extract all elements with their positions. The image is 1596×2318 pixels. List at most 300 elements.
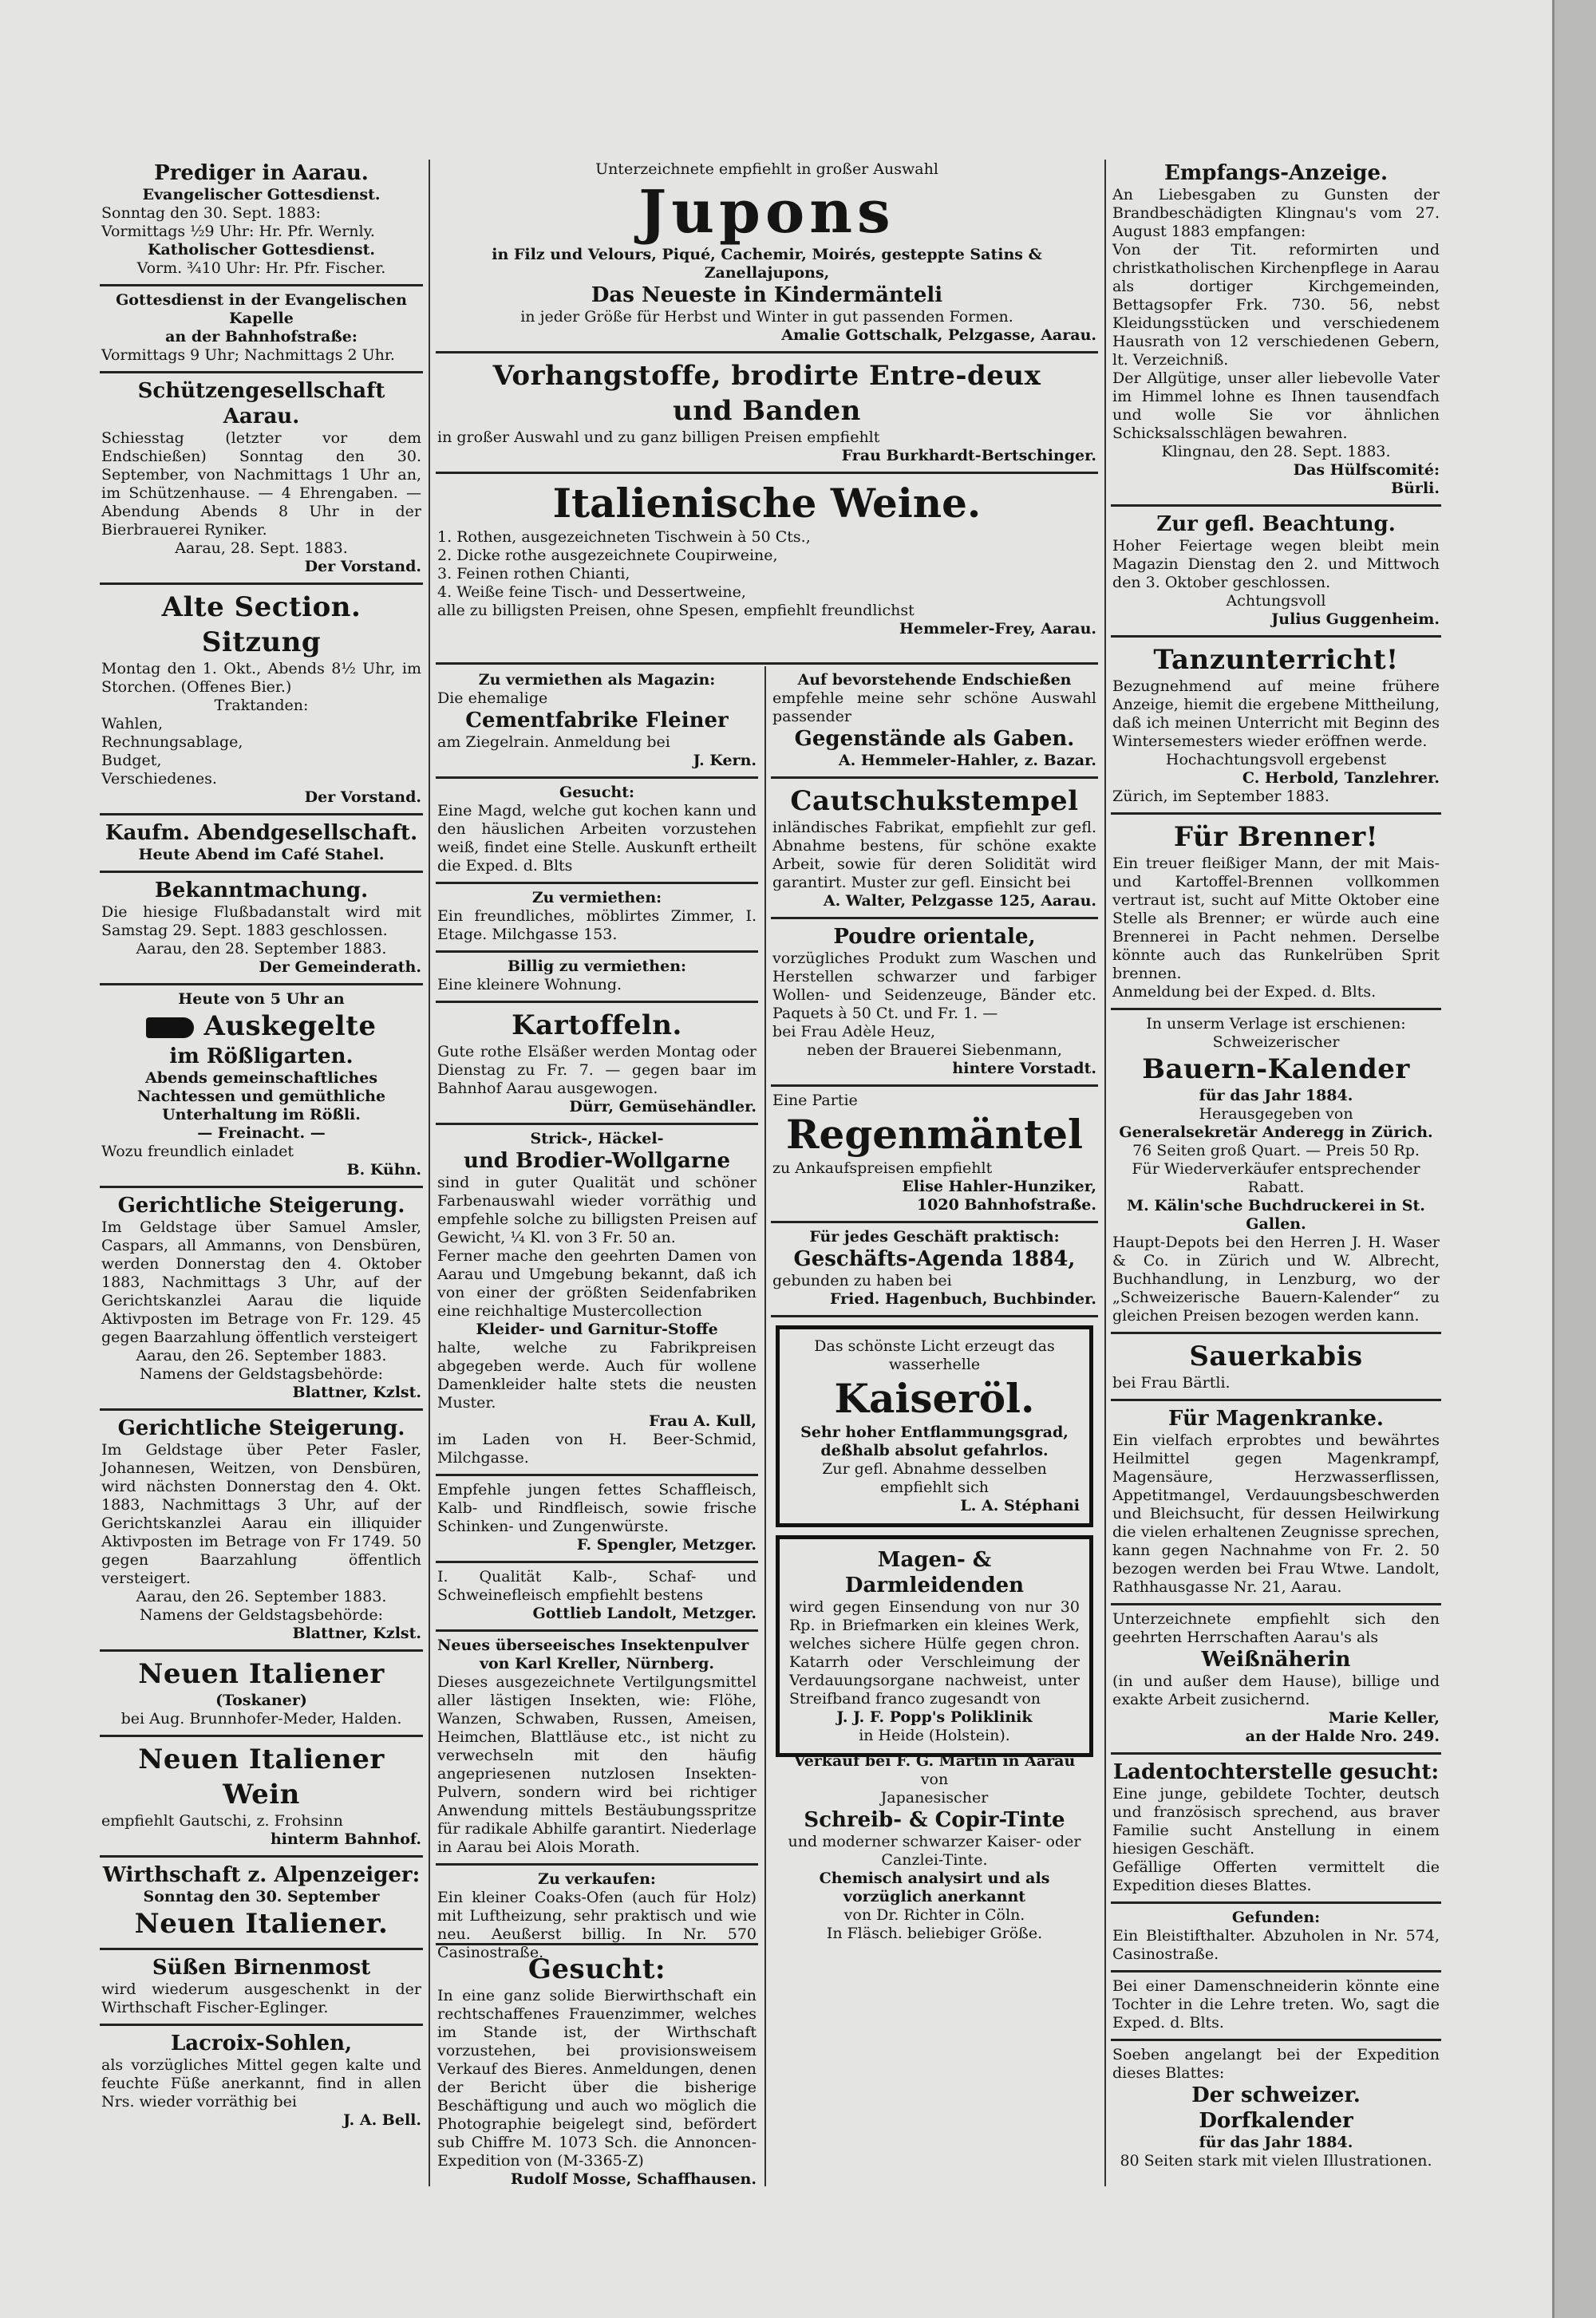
ad-line-text: Verschiedenes. <box>101 770 217 788</box>
ad-line-text: Bekanntmachung. <box>154 879 369 902</box>
ad-text <box>1112 677 1440 751</box>
ad-text <box>1112 1927 1440 1964</box>
ad-text <box>772 689 1096 726</box>
advertisement <box>100 1737 423 1858</box>
ad-text <box>772 1752 1096 1771</box>
ad-text <box>101 1143 421 1161</box>
ad-line-text: Italienische Weine. <box>552 480 982 527</box>
advertisement <box>1111 156 1441 507</box>
ad-line-text: wird wiederum ausgeschenkt in der Wirthschaft Fischer-Eglinger. <box>101 1980 421 2016</box>
ad-line-text: für das Jahr 1884. <box>1199 1087 1353 1104</box>
advertisement <box>771 779 1098 919</box>
ad-text <box>437 689 757 708</box>
ad-line-text: Auf bevorstehende Endschießen <box>797 671 1072 689</box>
left-column <box>100 156 423 2190</box>
ad-text <box>437 976 757 994</box>
ad-text <box>437 1568 757 1605</box>
ad-line-text: Cementfabrike Fleiner <box>465 709 729 733</box>
ad-line-text: Aarau, den 28. September 1883. <box>136 940 387 958</box>
ad-line-text: Rechnungsablage, <box>101 733 243 751</box>
ad-line-text: Gerichtliche Steigerung. <box>117 1194 405 1218</box>
advertisement <box>771 1087 1098 1223</box>
ad-text <box>101 990 421 1009</box>
ad-line-text: Ein kleiner Coaks-Ofen (auch für Holz) mit Luftheizung, sehr praktisch und wie neu. Aeußerst billig. In Nr. 570 Casinostraße. <box>437 1889 757 1961</box>
ad-headline <box>437 1148 757 1174</box>
ad-text <box>101 903 421 940</box>
ad-line-text: 3. Feinen rothen Chianti, <box>437 565 630 582</box>
ad-headline <box>101 1044 421 1069</box>
ad-line-text: Das schönste Licht erzeugt das wasserhelle <box>814 1337 1055 1373</box>
ad-text <box>437 1043 757 1098</box>
ad-text <box>437 160 1096 179</box>
ad-line-text: Gefällige Offerten vermittelt die Expedition dieses Blattes. <box>1112 1858 1440 1894</box>
ad-line-text: 4. Weiße feine Tisch- und Dessertweine, <box>437 583 746 601</box>
advertisement <box>1111 507 1441 638</box>
ad-line-text: Ein treuer fleißiger Mann, der mit Mais- und Kartoffel-Brennen vollkommen vertraut ist, sucht auf Mitte Oktober eine Stelle als Brenner; er würde auch eine Brennerei in Pacht nehmen. Derselbe könnte auch das Runkelrüben Sprit brennen. <box>1112 855 1440 982</box>
ad-line-text: Blattner, Kzlst. <box>292 1384 421 1401</box>
ad-headline <box>1112 1759 1440 1785</box>
ad-text <box>101 429 421 539</box>
ad-text <box>1112 537 1440 592</box>
ad-line-text: Für Brenner! <box>1173 821 1379 853</box>
ad-text <box>1112 1728 1440 1746</box>
ad-headline <box>101 2031 421 2056</box>
ad-text <box>437 907 757 944</box>
ad-text <box>101 558 421 576</box>
advertisement <box>436 156 1098 353</box>
ad-line-text: Tanzunterricht! <box>1153 644 1399 676</box>
ad-text <box>437 1321 757 1339</box>
ad-line-text: Namens der Geldstagsbehörde: <box>139 1606 384 1624</box>
ad-headline <box>101 820 421 846</box>
ad-text <box>789 1424 1080 1460</box>
ad-line-text: Budget, <box>101 752 162 769</box>
advertisement <box>1111 2041 1441 2177</box>
ad-line-text: Die ehemalige <box>437 689 548 707</box>
ad-line-text: Vormittags 9 Uhr; Nachmittags 2 Uhr. <box>101 346 395 364</box>
ad-text <box>437 528 1096 547</box>
advertisement <box>436 779 758 884</box>
ad-line-text: Bezugnehmend auf meine frühere Anzeige, hiemit die ergebene Mittheilung, daß ich meinen Unterricht mit Beginn des Wintersemesters wieder eröffnen werde. <box>1112 677 1440 750</box>
ad-text <box>772 1272 1096 1290</box>
ad-text <box>772 1870 1096 1906</box>
ad-line-text: Elise Hahler-Hunziker, <box>902 1178 1096 1195</box>
column-rule <box>764 666 766 2186</box>
ad-line-text: Fried. Hagenbuch, Buchbinder. <box>830 1290 1096 1308</box>
ad-line-text: hinterm Bahnhof. <box>270 1830 421 1848</box>
ad-text <box>1112 769 1440 788</box>
advertisement <box>100 585 423 815</box>
ad-text <box>101 1888 421 1906</box>
ad-text <box>101 660 421 697</box>
advertisement <box>100 286 423 373</box>
ad-line-text: Traktanden: <box>214 697 309 714</box>
ad-line-text: Neuen Italiener. <box>134 1908 389 1940</box>
ad-line-text: (in und außer dem Hause), billige und exakte Arbeit zusichernd. <box>1112 1672 1440 1708</box>
ad-text <box>1112 241 1440 369</box>
ad-text <box>1112 1015 1440 1033</box>
ad-text <box>101 204 421 223</box>
ad-text <box>437 889 757 907</box>
ad-text <box>1112 2046 1440 2083</box>
ad-headline <box>1112 1339 1440 1374</box>
ad-text <box>437 784 757 802</box>
ad-line-text: 76 Seiten groß Quart. — Preis 50 Rp. <box>1132 1142 1420 1159</box>
advertisement <box>771 919 1098 1087</box>
ad-line-text: Unterzeichnete empfiehlt in großer Auswahl <box>595 160 938 178</box>
advertisement <box>100 1950 423 2026</box>
ad-text <box>437 752 757 770</box>
ad-text <box>437 1339 757 1412</box>
advertisement <box>100 1858 423 1950</box>
ad-text <box>1112 592 1440 610</box>
ad-text <box>789 1598 1080 1708</box>
ad-line-text: sind in guter Qualität und schöner Farbenauswahl wieder vorräthig und empfehle solche zu billigsten Preisen auf Gewicht, ¼ Kl. von 3 Fr. 50 an. <box>437 1174 757 1246</box>
ad-text <box>1112 2152 1440 2170</box>
ad-line-text: Eine junge, gebildete Tochter, deutsch und französisch sprechend, aus braver Familie sucht Anstellung in einem hiesigen Geschäft. <box>1112 1785 1440 1858</box>
ad-line-text: Auskegelte <box>203 1010 377 1042</box>
ad-line-text: empfiehlt Gautschi, z. Frohsinn <box>101 1812 343 1830</box>
ad-line-text: in Heide (Holstein). <box>859 1727 1010 1744</box>
ad-text <box>1112 1087 1440 1105</box>
ad-line-text: bei Frau Bärtli. <box>1112 1374 1231 1392</box>
ad-line-text: Süßen Birnenmost <box>152 1956 371 1980</box>
ad-text <box>772 1041 1096 1060</box>
ad-line-text: hintere Vorstadt. <box>952 1060 1096 1077</box>
ad-headline <box>1112 2083 1440 2134</box>
ad-line-text: Zur gefl. Beachtung. <box>1156 512 1396 536</box>
ad-line-text: Im Geldstage über Peter Fasler, Johannesen, Weitzen, von Densbüren, wird nächsten Donnerstag den 4. Okt. 1883, Nachmittags 3 Uhr, auf der Gerichtskanzlei Aarau ein illiquider Aktivposten im Betrage von Fr 1749. 50 gegen Baarzahlung öffentlich versteigert. <box>101 1441 421 1587</box>
ad-text <box>437 1431 757 1467</box>
ad-line-text: Bauern-Kalender <box>1142 1053 1410 1085</box>
ad-line-text: Der Vorstand. <box>304 788 421 806</box>
ad-line-text: Gegenstände als Gaben. <box>794 727 1075 751</box>
ad-text <box>101 846 421 864</box>
ad-line-text: Achtungsvoll <box>1226 592 1326 610</box>
ad-text <box>1112 1977 1440 2032</box>
ad-headline <box>101 378 421 429</box>
ad-line-text: Für Magenkranke. <box>1168 1407 1384 1431</box>
ad-text <box>1112 1785 1440 1858</box>
ad-text <box>101 788 421 807</box>
ad-text <box>1112 369 1440 443</box>
ad-text <box>789 1497 1080 1515</box>
advertisement <box>436 474 1098 645</box>
ad-text <box>101 1812 421 1830</box>
ad-line-text: Alte Section. <box>161 591 361 623</box>
ad-text <box>1112 788 1440 806</box>
ad-text <box>437 1130 757 1148</box>
ad-headline <box>101 1906 421 1941</box>
ad-line-text: Für jedes Geschäft praktisch: <box>809 1228 1060 1246</box>
ad-text <box>101 241 421 259</box>
ad-line-text: Eine Partie <box>772 1092 858 1109</box>
advertisement <box>1111 1972 1441 2041</box>
ad-text <box>772 1290 1096 1309</box>
ad-text <box>437 671 757 689</box>
advertisement <box>1111 1401 1441 1605</box>
ad-headline <box>772 726 1096 752</box>
advertisement <box>436 953 758 1003</box>
ad-line-text: In eine ganz solide Bierwirthschaft ein rechtschaffenes Frauenzimmer, welches im Stande ist, der Wirthschaft vorzustehen, bei provisionsweisem Verkauf des Bieres. Anmeldungen, denen der Bericht über die bisherige Beschäftigung und auch wo möglich die Photographie beigelegt sind, befördert sub Chiffre M. 1073 Sch. die Annoncen-Expedition von (M-3365-Z) <box>437 1987 757 2170</box>
ad-text <box>101 1347 421 1365</box>
ad-text <box>437 1987 757 2170</box>
ad-line-text: Herausgegeben von <box>1199 1105 1353 1123</box>
advertisement <box>1111 815 1441 1010</box>
ad-text <box>789 1727 1080 1745</box>
ad-line-text: am Ziegelrain. Anmeldung bei <box>437 733 670 751</box>
ad-line-text: Prediger in Aarau. <box>154 161 369 185</box>
ad-text <box>101 1830 421 1849</box>
ad-line-text: Verkauf bei F. G. Martin in Aarau <box>793 1752 1076 1770</box>
ad-text <box>1112 1197 1440 1234</box>
advertisement <box>1111 1904 1441 1972</box>
ad-text <box>772 671 1096 689</box>
ad-headline <box>1112 642 1440 677</box>
ad-line-text: Billig zu vermiethen: <box>507 958 687 975</box>
ad-line-text: im Laden von H. Beer-Schmid, Milchgasse. <box>437 1431 757 1467</box>
ad-text <box>1112 1431 1440 1597</box>
ad-line-text: Sauerkabis <box>1189 1341 1363 1372</box>
ad-text <box>437 1247 757 1321</box>
ad-headline <box>101 1955 421 1980</box>
ad-text <box>772 1178 1096 1196</box>
ad-text <box>101 752 421 770</box>
ad-text <box>101 733 421 752</box>
middle-bottom-right <box>771 1747 1098 2190</box>
advertisement <box>100 873 423 985</box>
ad-text <box>101 1124 421 1143</box>
ad-headline <box>101 1193 421 1218</box>
ad-line-text: F. Spengler, Metzger. <box>576 1536 757 1554</box>
advertisement <box>1111 638 1441 815</box>
advertisement <box>771 1223 1098 1317</box>
ad-text <box>101 346 421 365</box>
ad-line-text: J. J. F. Popp's Poliklinik <box>836 1708 1033 1726</box>
ad-line-text: Heute von 5 Uhr an <box>178 990 345 1008</box>
ad-line-text: Frau Burkhardt-Bertschinger. <box>841 447 1096 464</box>
ad-line-text: Jupons <box>638 178 895 247</box>
ad-line-text: Gesucht: <box>527 1953 666 1985</box>
ad-headline <box>437 1952 757 1987</box>
ad-text <box>101 1161 421 1179</box>
ad-text <box>101 770 421 788</box>
ad-line-text: Gottesdienst in der Evangelischen Kapelle <box>116 291 407 327</box>
ad-line-text: Zürich, im September 1883. <box>1112 788 1329 805</box>
ad-text <box>772 1228 1096 1246</box>
ad-text <box>1112 983 1440 1001</box>
ad-headline <box>101 1009 421 1044</box>
ad-text <box>101 1069 421 1124</box>
ad-line-text: Aarau, den 26. September 1883. <box>136 1347 387 1364</box>
ad-line-text: Das Hülfscomité: <box>1293 461 1440 479</box>
advertisement <box>436 1476 758 1563</box>
ad-line-text: von Karl Kreller, Nürnberg. <box>479 1655 715 1672</box>
ad-text <box>101 1692 421 1710</box>
advertisement <box>100 985 423 1188</box>
ad-headline <box>101 1862 421 1888</box>
ad-line-text: (Toskaner) <box>215 1692 307 1709</box>
ad-line-text: Montag den 1. Okt., Abends 8½ Uhr, im Storchen. (Offenes Bier.) <box>101 660 421 696</box>
ad-text <box>789 1708 1080 1727</box>
ad-text <box>437 1673 757 1857</box>
ad-line-text: Generalsekretär Anderegg in Zürich. <box>1119 1123 1433 1141</box>
ad-headline <box>1112 511 1440 537</box>
ad-headline <box>789 1547 1080 1598</box>
ad-line-text: vorzügliches Produkt zum Waschen und Herstellen schwarzer und farbiger Wollen- und Seidenzeuge, Bänder etc. Paquets à 50 Ct. und Fr. 1. — <box>772 950 1096 1022</box>
ad-headline <box>772 1807 1096 1833</box>
ad-line-text: Blattner, Kzlst. <box>292 1625 421 1642</box>
ad-text <box>101 259 421 278</box>
ad-line-text: von <box>920 1771 949 1788</box>
ad-line-text: Soeben angelangt bei der Expedition dieses Blattes: <box>1112 2046 1440 2082</box>
page-edge <box>1552 0 1596 2318</box>
ad-text <box>1112 1142 1440 1160</box>
ad-line-text: Gottlieb Landolt, Metzger. <box>532 1605 757 1622</box>
ad-line-text: J. A. Bell. <box>343 2111 421 2129</box>
middle-right-column <box>771 666 1098 1743</box>
ad-text <box>101 697 421 715</box>
advertisement <box>436 1125 758 1476</box>
ad-line-text: In Fläsch. beliebiger Größe. <box>826 1925 1043 1942</box>
ad-text <box>437 602 1096 620</box>
ad-line-text: Aarau, 28. Sept. 1883. <box>175 539 348 557</box>
ad-line-text: Neuen Italiener Wein <box>138 1743 385 1811</box>
ad-text <box>772 1771 1096 1789</box>
advertisement <box>776 1535 1093 1757</box>
ad-line-text: Magen- & Darmleidenden <box>844 1548 1025 1597</box>
ad-line-text: Kartoffeln. <box>512 1009 682 1041</box>
ad-line-text: Kaiseröl. <box>834 1375 1035 1422</box>
ad-text <box>1112 1033 1440 1052</box>
advertisement <box>436 884 758 953</box>
ad-text <box>1112 1105 1440 1123</box>
advertisement <box>776 1325 1093 1527</box>
ad-line-text: in großer Auswahl und zu ganz billigen Preisen empfiehlt <box>437 428 880 446</box>
advertisement <box>100 2026 423 2136</box>
ad-text <box>101 1365 421 1384</box>
ad-text <box>1112 186 1440 241</box>
ad-line-text: Weißnäherin <box>1201 1648 1351 1672</box>
ad-line-text: an der Halde Nro. 249. <box>1245 1728 1440 1745</box>
ad-line-text: 80 Seiten stark mit vielen Illustrationen. <box>1120 2152 1432 2170</box>
ad-text <box>772 892 1096 910</box>
ad-headline <box>1112 160 1440 186</box>
ad-line-text: Wirthschaft z. Alpenzeiger: <box>102 1863 421 1887</box>
ad-headline <box>101 1742 421 1812</box>
ad-line-text: Schützengesellschaft Aarau. <box>137 379 385 428</box>
ad-line-text: bei Aug. Brunnhofer-Meder, Halden. <box>120 1710 402 1728</box>
ad-text <box>772 1833 1096 1870</box>
ad-line-text: Sehr hoher Entflammungsgrad, deßhalb absolut gefahrlos. <box>800 1424 1069 1459</box>
ad-line-text: Wozu freundlich einladet <box>101 1143 294 1160</box>
ad-line-text: Hochachtungsvoll ergebenst <box>1165 751 1387 768</box>
ad-line-text: zu Ankaufspreisen empfiehlt <box>772 1159 993 1177</box>
ad-text <box>1112 1672 1440 1709</box>
ad-line-text: als vorzügliches Mittel gegen kalte und feuchte Füße anerkannt, find in allen Nrs. wieder vorräthig bei <box>101 2056 421 2111</box>
ad-line-text: Ein Bleistifthalter. Abzuholen in Nr. 574, Casinostraße. <box>1112 1927 1440 1963</box>
ad-line-text: Sonntag den 30. Sept. 1883: <box>101 204 321 222</box>
ad-line-text: Namens der Geldstagsbehörde: <box>139 1365 384 1383</box>
ad-line-text: Zu vermiethen: <box>531 889 662 906</box>
right-column <box>1111 156 1441 2190</box>
advertisement <box>436 1632 758 1866</box>
advertisement <box>100 156 423 286</box>
ad-line-text: Anmeldung bei der Exped. d. Blts. <box>1112 983 1377 1001</box>
ad-headline <box>101 1657 421 1692</box>
ad-line-text: 2. Dicke rothe ausgezeichnete Coupirweine, <box>437 547 778 564</box>
ad-line-text: Poudre orientale, <box>833 925 1036 949</box>
ad-line-text: A. Walter, Pelzgasse 125, Aarau. <box>823 892 1096 910</box>
ad-text <box>772 1060 1096 1078</box>
ad-text <box>1112 1709 1440 1728</box>
ad-headline <box>437 1008 757 1043</box>
ad-text <box>1112 610 1440 629</box>
ad-text <box>437 802 757 875</box>
ad-headline <box>1112 1052 1440 1087</box>
ad-text <box>1112 1123 1440 1142</box>
ad-line-text: und moderner schwarzer Kaiser- oder Canzlei-Tinte. <box>788 1833 1081 1869</box>
ad-text <box>772 752 1096 770</box>
ad-line-text: Katholischer Gottesdienst. <box>147 241 376 259</box>
ad-line-text: Japanesischer <box>880 1789 989 1807</box>
ad-text <box>101 223 421 241</box>
ad-text <box>789 1337 1080 1374</box>
ad-line-text: inländisches Fabrikat, empfiehlt zur gefl. Abnahme bestens, für schöne exakte Arbeit, sowie für deren Solidität wird garantirt. Muster zur gefl. Einsicht bei <box>772 819 1096 891</box>
ad-text <box>1112 855 1440 983</box>
ad-line-text: Amalie Gottschalk, Pelzgasse, Aarau. <box>781 326 1096 344</box>
advertisement <box>100 373 423 585</box>
ad-line-text: im Rößligarten. <box>169 1044 354 1068</box>
ad-line-text: Dieses ausgezeichnete Vertilgungsmittel aller lästigen Insekten, wie: Flöhe, Wanzen, Schwaben, Russen, Ameisen, Heimchen, Blattläuse etc., ist nicht zu verwechseln mit den häufig angepriesenen nutzlosen Insekten-Pulvern, sondern wird bei richtiger Anwendung mittels Bestäubungsspritze für radikale Abhilfe garantirt. Niederlage in Aarau bei Alois Morath. <box>437 1673 757 1856</box>
ad-line-text: Ferner mache den geehrten Damen von Aarau und Umgebung bekannt, daß ich von einer der größten Seidenfabriken eine reichhaltige Mustercollection <box>437 1247 757 1320</box>
ad-line-text: I. Qualität Kalb-, Schaf- und Schweinefleisch empfiehlt bestens <box>437 1568 757 1604</box>
ad-line-text: Von der Tit. reformirten und christkatholischen Kirchenpflege in Aarau als dortiger Kirchgemeinden, Bettagsopfer Frk. 730. 56, nebst Kleidungsstücken und verschiedenem Hausrath von 12 verschiedenen Gebern, lt. Verzeichniß. <box>1112 241 1440 369</box>
ad-line-text: Empfehle jungen fettes Schaffleisch, Kalb- und Rindfleisch, sowie frische Schinken- und Zungenwürste. <box>437 1481 757 1535</box>
ad-line-text: Zu verkaufen: <box>538 1870 656 1888</box>
ad-line-text: Empfangs-Anzeige. <box>1163 161 1389 185</box>
ad-text <box>101 715 421 733</box>
ad-headline <box>772 1246 1096 1272</box>
ad-line-text: Heute Abend im Café Stahel. <box>138 846 385 863</box>
ad-text <box>1112 1374 1440 1392</box>
ad-text <box>101 1218 421 1347</box>
ad-line-text: Gefunden: <box>1231 1909 1321 1926</box>
ad-text <box>101 1625 421 1643</box>
ad-text <box>1112 1610 1440 1647</box>
ad-line-text: Julius Guggenheim. <box>1271 610 1440 628</box>
ad-line-text: Haupt-Depots bei den Herren J. H. Waser & Co. in Zürich und W. Albrecht, Buchhandlung, in Lenzburg, wo der „Schweizerische Bauern-Kalender“ zu gleichen Preisen bezogen werden kann. <box>1112 1234 1440 1325</box>
ad-text <box>1112 443 1440 461</box>
ad-headline <box>437 282 1096 308</box>
ad-line-text: gebunden zu haben bei <box>772 1272 952 1289</box>
ad-headline <box>101 878 421 903</box>
ad-headline <box>437 393 1096 428</box>
ad-line-text: Marie Keller, <box>1328 1709 1440 1727</box>
ad-line-text: — Freinacht. — <box>197 1124 326 1142</box>
ad-line-text: Der schweizer. Dorfkalender <box>1191 2083 1361 2133</box>
ad-line-text: Schweizerischer <box>1212 1033 1340 1051</box>
ad-line-text: Schreib- & Copir-Tinte <box>804 1808 1065 1832</box>
ad-line-text: Eine Magd, welche gut kochen kann und den häuslichen Arbeiten vorzustehen weiß, findet eine Stelle. Auskunft ertheilt die Exped. d. Blts <box>437 802 757 875</box>
ad-text <box>437 565 1096 583</box>
ad-text <box>101 2111 421 2130</box>
ad-line-text: Für Wiederverkäufer entsprechender Rabatt. <box>1132 1160 1420 1196</box>
ad-text <box>101 1384 421 1402</box>
ad-line-text: A. Hemmeler-Hahler, z. Bazar. <box>838 752 1096 769</box>
ad-line-text: Der Gemeinderath. <box>259 958 421 976</box>
ad-text <box>437 620 1096 638</box>
